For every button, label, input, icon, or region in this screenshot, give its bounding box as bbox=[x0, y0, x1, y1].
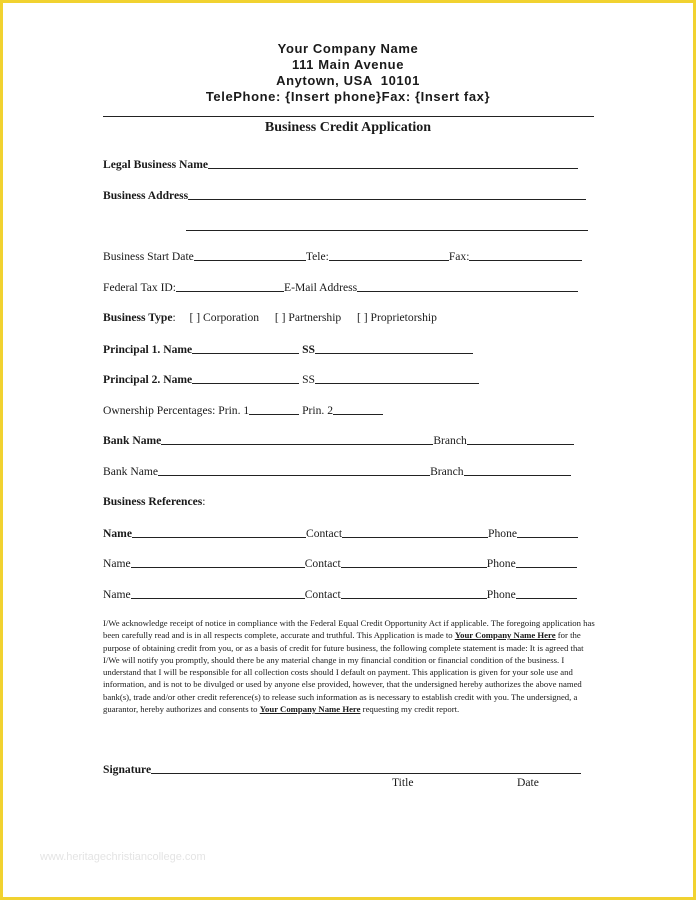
reference-2-contact-field[interactable] bbox=[341, 556, 487, 568]
principal-2-name-label: Principal 2. Name bbox=[103, 373, 193, 386]
reference-3-phone-field[interactable] bbox=[516, 587, 577, 599]
acknowledgement-paragraph bbox=[103, 617, 595, 715]
bank-2-name-field[interactable] bbox=[158, 464, 430, 476]
fax-label: Fax: bbox=[448, 250, 470, 263]
bank-1-row bbox=[103, 433, 574, 448]
reference-3-row bbox=[103, 587, 577, 602]
business-type-row bbox=[103, 311, 437, 325]
business-address-label: Business Address bbox=[103, 189, 189, 202]
reference-1-contact-label: Contact bbox=[305, 527, 343, 540]
company-name: Your Company Name bbox=[277, 41, 419, 56]
corporation-checkbox[interactable]: [ ] Corporation bbox=[189, 311, 260, 324]
company-contact: TelePhone: {Insert phone}Fax: {Insert fax} bbox=[205, 89, 491, 104]
company-name-placeholder-2: Your Company Name Here bbox=[259, 704, 361, 715]
business-type-label: Business Type bbox=[103, 311, 173, 324]
proprietorship-checkbox[interactable]: [ ] Proprietorship bbox=[357, 311, 437, 324]
reference-1-phone-field[interactable] bbox=[517, 526, 578, 538]
legal-business-name-row bbox=[103, 157, 578, 172]
reference-3-name-field[interactable] bbox=[131, 587, 305, 599]
principal-2-ss-label: SS bbox=[302, 373, 316, 386]
ownership-prin-1-field[interactable] bbox=[249, 403, 299, 415]
bank-2-branch-label: Branch bbox=[430, 465, 464, 478]
federal-tax-id-field[interactable] bbox=[176, 280, 284, 292]
reference-2-contact-label: Contact bbox=[304, 557, 341, 570]
email-address-field[interactable] bbox=[357, 280, 578, 292]
bank-1-branch-field[interactable] bbox=[467, 433, 574, 445]
start-date-row bbox=[103, 249, 582, 264]
partnership-checkbox[interactable]: [ ] Partnership bbox=[274, 311, 342, 324]
fax-field[interactable] bbox=[469, 249, 582, 261]
bank-1-name-label: Bank Name bbox=[103, 434, 162, 447]
signature-title-label: Title bbox=[392, 776, 414, 789]
signature-field[interactable] bbox=[151, 762, 581, 774]
business-address-field[interactable] bbox=[188, 188, 586, 200]
business-address-row-2 bbox=[186, 219, 588, 234]
reference-2-row bbox=[103, 556, 577, 571]
principal-1-row bbox=[103, 342, 473, 357]
reference-2-phone-field[interactable] bbox=[516, 556, 577, 568]
company-name-placeholder-1: Your Company Name Here bbox=[454, 630, 556, 641]
header-divider bbox=[103, 116, 594, 117]
bank-1-name-field[interactable] bbox=[161, 433, 433, 445]
reference-1-contact-field[interactable] bbox=[342, 526, 488, 538]
ownership-prin-2-label: Prin. 2 bbox=[302, 404, 334, 417]
acknowledgement-text-2: for the purpose of obtaining credit from you, or as a basis of credit for future business, the following complete statement is made: It is agreed that I/We will notify you promptly, should there be any material change in my financial condition or financial condition of the business. I understand that I will be responsible for all collection costs should I default on payment. This application is given for your sole use and information, and is not to be divulged or used by anyone else provided, however, that the undersigned hereby authorizes the above named bank(s), trade and/or other credit reference(s) to release such information as is necessary to establish credit with you. The undersigned, a guarantor, hereby authorizes and consents to bbox=[103, 630, 584, 715]
email-address-label: E-Mail Address bbox=[284, 281, 358, 294]
acknowledgement-text-1: I/We acknowledge receipt of notice in compliance with the Federal Equal Credit Opportunity Act if applicable. The foregoing application has been carefully read and is in all respects complete, accurate and truthful. This Application is made to bbox=[103, 618, 595, 641]
reference-3-name-label: Name bbox=[103, 588, 131, 601]
business-start-date-label: Business Start Date bbox=[103, 250, 194, 263]
principal-1-ss-label: SS bbox=[302, 343, 316, 356]
ownership-row bbox=[103, 403, 383, 418]
reference-3-contact-field[interactable] bbox=[341, 587, 487, 599]
company-address: 111 Main Avenue bbox=[291, 57, 405, 72]
bank-2-row bbox=[103, 464, 571, 479]
reference-1-row bbox=[103, 526, 578, 541]
bank-1-branch-label: Branch bbox=[433, 434, 467, 447]
principal-1-name-label: Principal 1. Name bbox=[103, 343, 193, 356]
reference-2-name-field[interactable] bbox=[131, 556, 305, 568]
business-address-row bbox=[103, 188, 586, 203]
business-references-label: Business References bbox=[103, 495, 203, 508]
principal-2-row bbox=[103, 372, 479, 387]
ownership-prin-2-field[interactable] bbox=[333, 403, 383, 415]
business-type-colon: : bbox=[172, 311, 176, 324]
signature-date-label: Date bbox=[517, 776, 539, 789]
tele-field[interactable] bbox=[329, 249, 449, 261]
form-title: Business Credit Application bbox=[264, 120, 432, 135]
reference-3-contact-label: Contact bbox=[304, 588, 341, 601]
principal-1-name-field[interactable] bbox=[192, 342, 299, 354]
ownership-label: Ownership Percentages: Prin. 1 bbox=[103, 404, 250, 417]
bank-2-name-label: Bank Name bbox=[103, 465, 159, 478]
reference-3-phone-label: Phone bbox=[486, 588, 516, 601]
acknowledgement-text-3: requesting my credit report. bbox=[360, 704, 460, 715]
bank-2-branch-field[interactable] bbox=[464, 464, 571, 476]
company-city: Anytown, USA 10101 bbox=[276, 73, 420, 88]
reference-1-name-label: Name bbox=[103, 527, 132, 540]
principal-1-ss-field[interactable] bbox=[315, 342, 473, 354]
business-references-colon: : bbox=[202, 495, 206, 508]
reference-1-phone-label: Phone bbox=[488, 527, 518, 540]
federal-tax-id-label: Federal Tax ID: bbox=[103, 281, 177, 294]
reference-2-name-label: Name bbox=[103, 557, 131, 570]
legal-business-name-label: Legal Business Name bbox=[103, 158, 208, 171]
business-references-row bbox=[103, 495, 206, 509]
watermark-text: www.heritagechristiancollege.com bbox=[40, 851, 206, 863]
principal-2-ss-field[interactable] bbox=[315, 372, 479, 384]
legal-business-name-field[interactable] bbox=[208, 157, 578, 169]
signature-label: Signature bbox=[103, 763, 152, 776]
business-start-date-field[interactable] bbox=[194, 249, 306, 261]
tele-label: Tele: bbox=[305, 250, 329, 263]
reference-2-phone-label: Phone bbox=[486, 557, 516, 570]
business-address-field-2[interactable] bbox=[186, 219, 588, 231]
signature-row bbox=[103, 762, 581, 777]
reference-1-name-field[interactable] bbox=[132, 526, 306, 538]
company-header bbox=[0, 41, 696, 105]
principal-2-name-field[interactable] bbox=[192, 372, 299, 384]
tax-id-row bbox=[103, 280, 578, 295]
